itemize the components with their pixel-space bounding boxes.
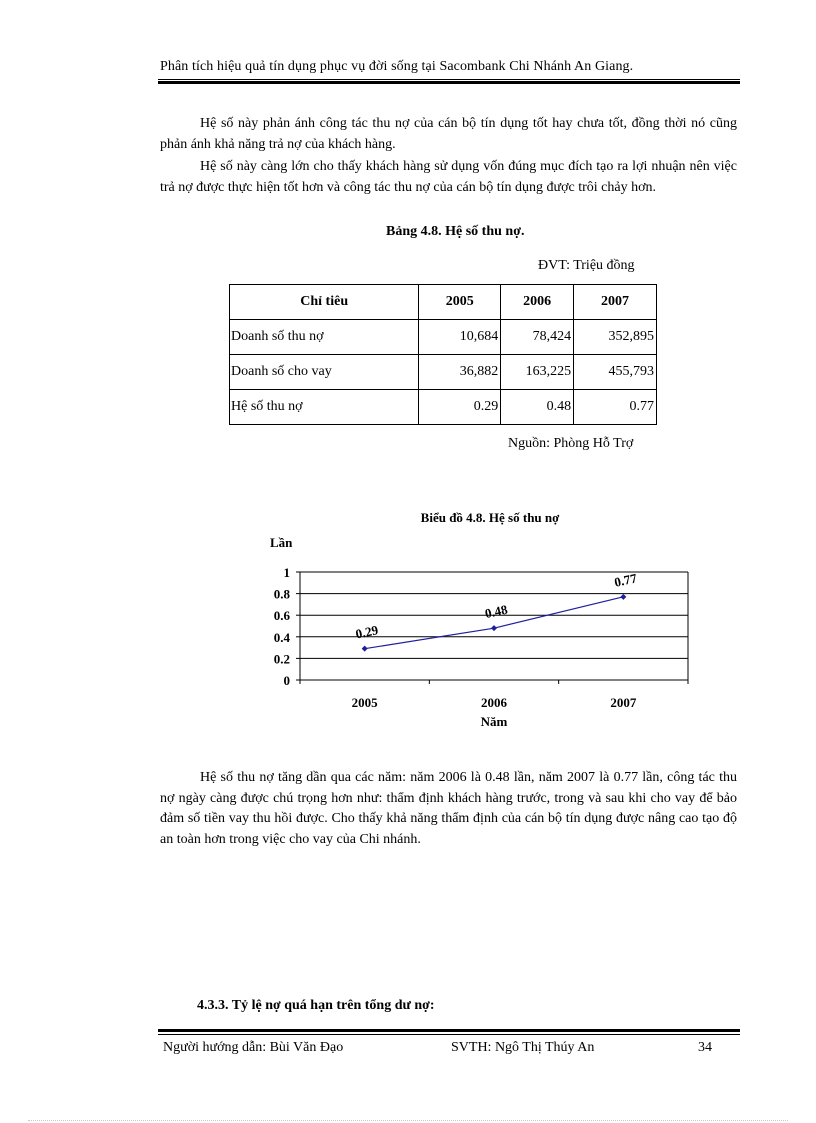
table-cell: 0.48 — [501, 390, 574, 425]
chart-series — [354, 570, 639, 651]
footer-page-number: 34 — [698, 1040, 712, 1055]
table-cell: 36,882 — [419, 355, 501, 390]
line-chart — [250, 500, 710, 740]
section-heading: 4.3.3. Tỷ lệ nợ quá hạn trên tổng dư nợ: — [197, 998, 435, 1013]
chart-y-tick-label: 0.8 — [273, 586, 290, 602]
chart-data-label: 0.29 — [354, 622, 380, 642]
table-cell-label: Doanh số cho vay — [230, 355, 419, 390]
footer-rule-thick — [158, 1029, 740, 1032]
table-cell: 0.77 — [574, 390, 657, 425]
table-title: Bảng 4.8. Hệ số thu nợ. — [386, 224, 525, 239]
table-header-cell: 2005 — [419, 285, 501, 320]
chart-y-ticks — [274, 565, 300, 688]
chart-x-tick-label: 2006 — [481, 695, 507, 710]
table-row — [230, 390, 657, 425]
chart-title: Biểu đồ 4.8. Hệ số thu nợ — [420, 510, 560, 525]
table-cell: 10,684 — [419, 320, 501, 355]
chart-y-tick-label: 0.2 — [273, 651, 290, 667]
table-cell-label: Doanh số thu nợ — [230, 320, 419, 355]
chart-data-point — [362, 646, 368, 652]
chart-data-label: 0.77 — [612, 570, 639, 590]
chart-x-tick-label: 2005 — [351, 695, 378, 710]
chart-y-tick-label: 1 — [283, 565, 290, 580]
data-table — [229, 284, 657, 425]
chart-y-tick-label: 0.6 — [273, 608, 290, 624]
table-header-row — [230, 285, 657, 320]
table-cell: 455,793 — [574, 355, 657, 390]
table-source: Nguồn: Phòng Hỗ Trợ — [508, 436, 634, 451]
chart-data-point — [620, 594, 626, 600]
table-cell: 352,895 — [574, 320, 657, 355]
chart-y-axis-label: Lần — [270, 535, 293, 550]
table-unit: ĐVT: Triệu đồng — [538, 258, 635, 273]
header-rule-thin — [158, 79, 740, 80]
chart-data-point — [491, 625, 497, 631]
table-header-cell: 2007 — [574, 285, 657, 320]
chart-y-tick-label: 0 — [283, 673, 290, 688]
table-cell: 78,424 — [501, 320, 574, 355]
table-cell: 163,225 — [501, 355, 574, 390]
chart-x-tick-label: 2007 — [610, 695, 637, 710]
table-cell-label: Hệ số thu nợ — [230, 390, 419, 425]
footer-rule-thin — [158, 1034, 740, 1035]
chart-x-ticks — [300, 680, 688, 710]
footer-advisor: Người hướng dẫn: Bùi Văn Đạo — [163, 1040, 344, 1055]
page-bottom-dotted-line — [28, 1120, 788, 1121]
chart-data-label: 0.48 — [483, 601, 509, 622]
paragraph-3: Hệ số thu nợ tăng dần qua các năm: năm 2006 là 0.48 lần, năm 2007 là 0.77 lần, công tác thu nợ ngày càng được chú trọng hơn như: thẩm định khách hàng trước, trong và sau khi cho vay để bảo đảm số tiền vay thu hồi được. Cho thấy khả năng thẩm định của cán bộ tín dụng được nâng cao tạo độ an toàn hơn trong việc cho vay của Chi nhánh. — [160, 770, 737, 847]
paragraph-2: Hệ số này càng lớn cho thấy khách hàng sử dụng vốn đúng mục đích tạo ra lợi nhuận nên việc trả nợ được thực hiện tốt hơn và công tác thu nợ của cán bộ tín dụng được trôi chảy hơn. — [160, 159, 737, 195]
table-row — [230, 320, 657, 355]
table-header-cell: 2006 — [501, 285, 574, 320]
page-header-title: Phân tích hiệu quả tín dụng phục vụ đời sống tại Sacombank Chi Nhánh An Giang. — [160, 59, 634, 74]
table-cell: 0.29 — [419, 390, 501, 425]
paragraph-1: Hệ số này phản ánh công tác thu nợ của cán bộ tín dụng tốt hay chưa tốt, đồng thời nó cũng phản ánh khả năng trả nợ của khách hàng. — [160, 116, 737, 152]
chart-x-axis-label: Năm — [480, 714, 508, 729]
header-rule-thick — [158, 81, 740, 84]
footer-student: SVTH: Ngô Thị Thúy An — [451, 1040, 595, 1055]
table-row — [230, 355, 657, 390]
chart-y-tick-label: 0.4 — [273, 629, 290, 645]
table-header-cell: Chỉ tiêu — [230, 285, 419, 320]
